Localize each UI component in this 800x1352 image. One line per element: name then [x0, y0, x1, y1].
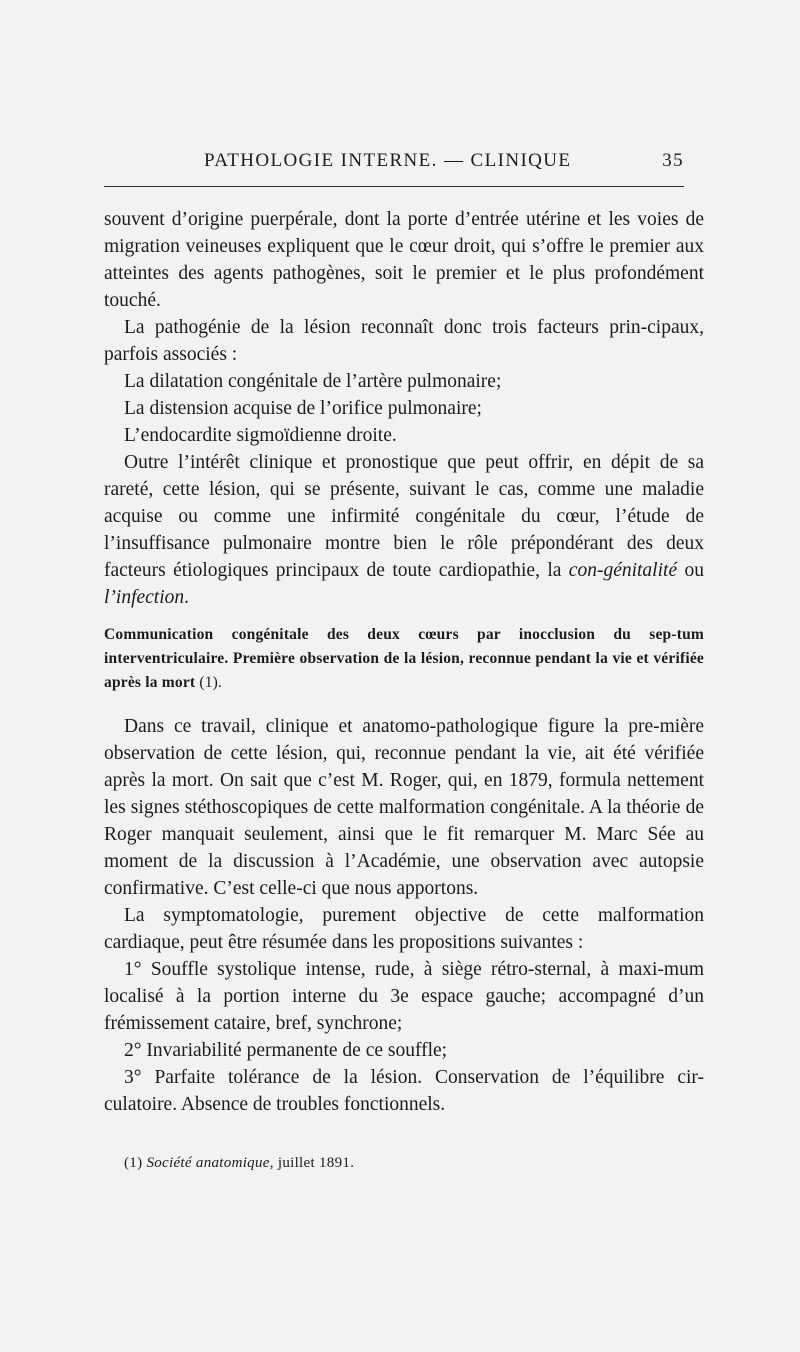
page-body [104, 206, 704, 1118]
page-number: 35 [662, 150, 684, 171]
paragraph: 1° Souffle systolique intense, rude, à siège rétro-sternal, à maxi-mum localisé à la portion interne du 3e espace gauche; accompagné d’un frémissement cataire, bref, synchrone; [104, 959, 704, 1034]
paragraph-text: Outre l’intérêt clinique et pronostique que peut offrir, en dépit de sa rareté, cette lésion, qui se présente, suivant le cas, comme une maladie acquise ou comme une infirmité congénitale du cœur, l’étude de l’insuffisance pulmonaire montre bien le rôle prépondérant des deux facteurs étiologiques principaux de toute cardiopathie, la [104, 452, 704, 581]
paragraph: La pathogénie de la lésion reconnaît donc trois facteurs prin-cipaux, parfois associés : [104, 317, 704, 365]
running-header-title: PATHOLOGIE INTERNE. — CLINIQUE [204, 150, 572, 171]
paragraph-text: . [184, 587, 190, 608]
paragraph: La distension acquise de l’orifice pulmonaire; [124, 398, 482, 419]
italic-term: con-génitalité [568, 560, 678, 581]
italic-term: l’infection [104, 587, 185, 608]
footnote-source: Société anatomique [146, 1155, 270, 1171]
footnote-text: , juillet 1891. [269, 1155, 355, 1171]
footnote [124, 1155, 354, 1172]
paragraph: Dans ce travail, clinique et anatomo-pathologique figure la pre-mière observation de cette lésion, qui, reconnue pendant la vie, ait été vérifiée après la mort. On sait que c’est M. Roger, qui, en 1879, formula nettement les signes stéthoscopiques de cette malformation congénitale. A la théorie de Roger manquait seulement, ainsi que le fit remarquer M. Marc Sée au moment de la discussion à l’Académie, une observation avec autopsie confirmative. C’est celle-ci que nous apportons. [104, 716, 704, 899]
paragraph: souvent d’origine puerpérale, dont la porte d’entrée utérine et les voies de migration veineuses expliquent que le cœur droit, qui s’offre le premier aux atteintes des agents pathogènes, soit le premier et le plus profondément touché. [104, 209, 704, 311]
paragraph: 2° Invariabilité permanente de ce souffle; [124, 1040, 448, 1061]
footnote-marker: (1) [124, 1155, 143, 1171]
paragraph: 3° Parfaite tolérance de la lésion. Conservation de l’équilibre cir-culatoire. Absence de troubles fonctionnels. [104, 1067, 704, 1115]
header-rule [104, 186, 684, 187]
paragraph-text: ou [677, 560, 704, 581]
running-header [104, 150, 684, 176]
paragraph: La symptomatologie, purement objective de cette malformation cardiaque, peut être résumée dans les propositions suivantes : [104, 905, 704, 953]
paragraph: L’endocardite sigmoïdienne droite. [124, 425, 397, 446]
footnote-reference: (1). [195, 674, 223, 691]
paragraph: La dilatation congénitale de l’artère pulmonaire; [124, 371, 502, 392]
paragraph [104, 449, 704, 611]
section-heading-text: Communication congénitale des deux cœurs par inocclusion du sep-tum interventriculaire. Première observation de la lésion, reconnue pendant la vie et vérifiée après la mort [104, 626, 704, 691]
section-heading [104, 623, 704, 695]
